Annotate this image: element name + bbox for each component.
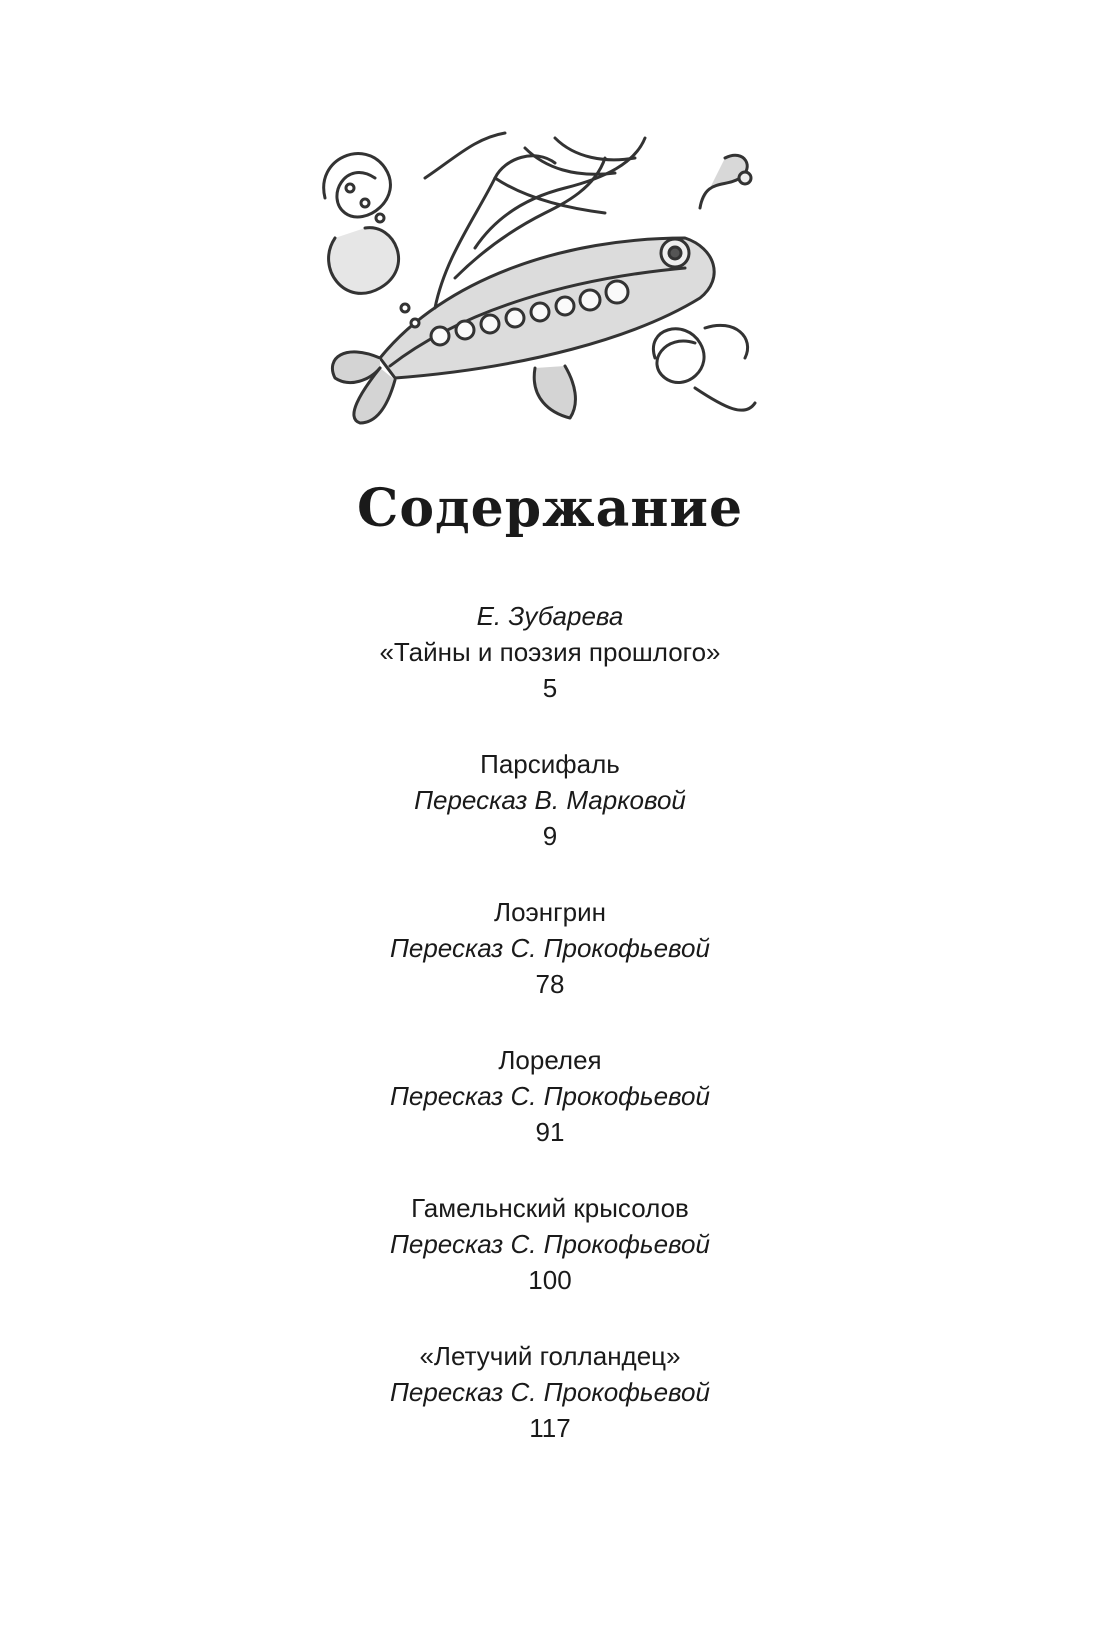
celtic-fish-ornament-icon (305, 118, 760, 438)
toc-entry-reteller: Пересказ В. Марковой (414, 785, 686, 815)
toc-entry[interactable] (0, 1338, 1100, 1486)
toc-entry-page-number: 91 (535, 1117, 565, 1147)
toc-entry-title: Гамельнский крысолов (411, 1193, 689, 1223)
toc-entry-title: Лорелея (498, 1045, 602, 1075)
toc-entry[interactable] (0, 894, 1100, 1042)
page-title: Содержание (356, 478, 744, 539)
toc-entry[interactable] (0, 1042, 1100, 1190)
toc-entry-author: Е. Зубарева (476, 601, 624, 631)
toc-entry-page-number: 117 (529, 1413, 571, 1443)
toc-entry-page-number: 100 (528, 1265, 572, 1295)
toc-entry[interactable] (0, 1190, 1100, 1338)
toc-entry-title: Лоэнгрин (494, 897, 606, 927)
toc-entry-reteller: Пересказ С. Прокофьевой (390, 1081, 710, 1111)
toc-entry-title: «Летучий голландец» (419, 1341, 681, 1371)
toc-entry[interactable] (0, 598, 1100, 746)
toc-entry-reteller: Пересказ С. Прокофьевой (390, 1229, 710, 1259)
toc-entry-page-number: 9 (542, 821, 558, 851)
toc-entry-page-number: 5 (542, 673, 558, 703)
toc-entry[interactable] (0, 746, 1100, 894)
toc-entry-title: Парсифаль (480, 749, 620, 779)
toc-entry-reteller: Пересказ С. Прокофьевой (390, 933, 710, 963)
toc-entry-title: «Тайны и поэзия прошлого» (379, 637, 721, 667)
toc-entry-page-number: 78 (535, 969, 565, 999)
table-of-contents (0, 598, 1100, 1486)
toc-entry-reteller: Пересказ С. Прокофьевой (390, 1377, 710, 1407)
